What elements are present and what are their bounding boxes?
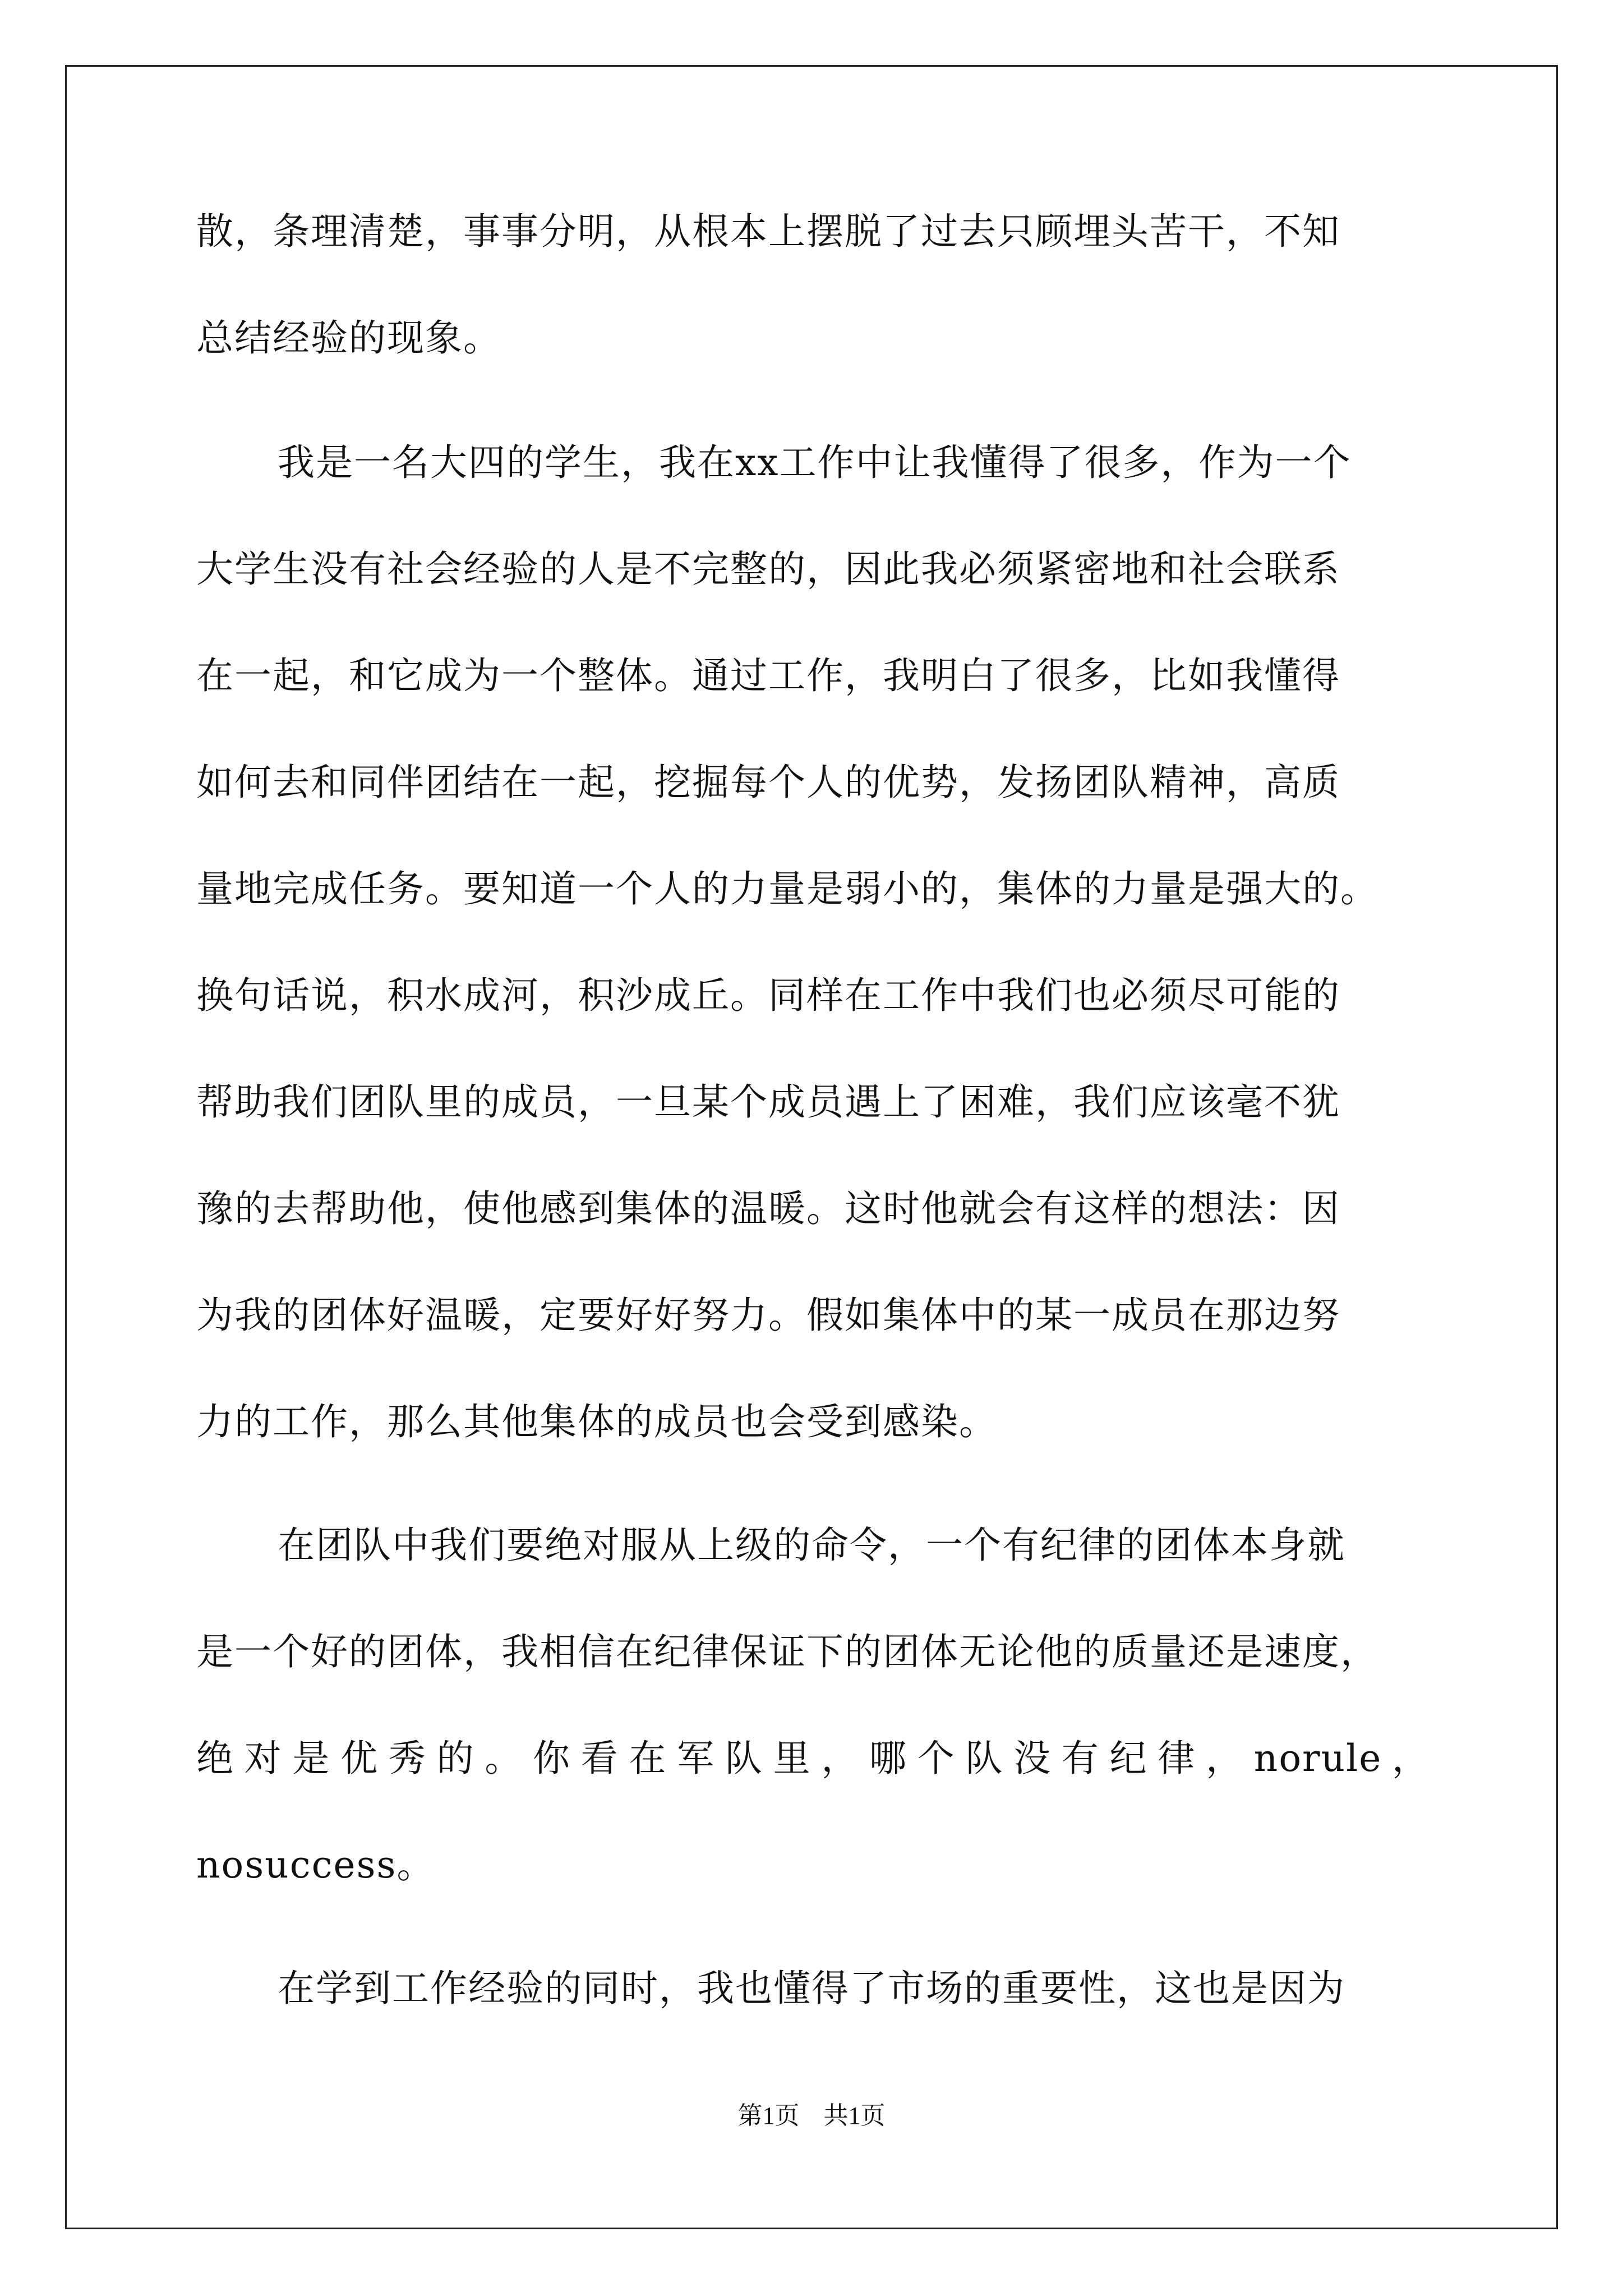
text-line: 如何去和同伴团结在一起，挖掘每个人的优势，发扬团队精神，高质 bbox=[196, 761, 1340, 804]
text-line: 是一个好的团体，我相信在纪律保证下的团体无论他的质量还是速度， bbox=[196, 1630, 1378, 1673]
text-line: 绝对是优秀的。你看在军队里，哪个队没有纪律，norule， bbox=[196, 1737, 1430, 1780]
text-line: 帮助我们团队里的成员，一旦某个成员遇上了困难，我们应该毫不犹 bbox=[196, 1080, 1340, 1124]
page-number-current: 第1页 bbox=[737, 2102, 800, 2129]
page-footer bbox=[0, 2104, 1623, 2128]
text-line: 量地完成任务。要知道一个人的力量是弱小的，集体的力量是强大的。 bbox=[196, 867, 1378, 910]
text-line: 我是一名大四的学生，我在xx工作中让我懂得了很多，作为一个 bbox=[278, 441, 1352, 484]
text-line: 散，条理清楚，事事分明，从根本上摆脱了过去只顾埋头苦干，不知 bbox=[196, 210, 1340, 253]
text-line: 总结经验的现象。 bbox=[196, 316, 501, 360]
text-line: 在一起，和它成为一个整体。通过工作，我明白了很多，比如我懂得 bbox=[196, 654, 1340, 697]
text-line: nosuccess。 bbox=[196, 1843, 435, 1887]
text-line: 在学到工作经验的同时，我也懂得了市场的重要性，这也是因为 bbox=[278, 1967, 1345, 2010]
text-line: 换句话说，积水成河，积沙成丘。同样在工作中我们也必须尽可能的 bbox=[196, 974, 1340, 1017]
text-line: 豫的去帮助他，使他感到集体的温暖。这时他就会有这样的想法：因 bbox=[196, 1187, 1340, 1230]
page-number-total: 共1页 bbox=[823, 2102, 886, 2129]
text-line: 力的工作，那么其他集体的成员也会受到感染。 bbox=[196, 1400, 997, 1443]
page-border bbox=[65, 65, 1558, 2229]
text-line: 大学生没有社会经验的人是不完整的，因此我必须紧密地和社会联系 bbox=[196, 547, 1340, 591]
text-line: 为我的团体好温暖，定要好好努力。假如集体中的某一成员在那边努 bbox=[196, 1294, 1340, 1337]
text-line: 在团队中我们要绝对服从上级的命令，一个有纪律的团体本身就 bbox=[278, 1524, 1345, 1567]
